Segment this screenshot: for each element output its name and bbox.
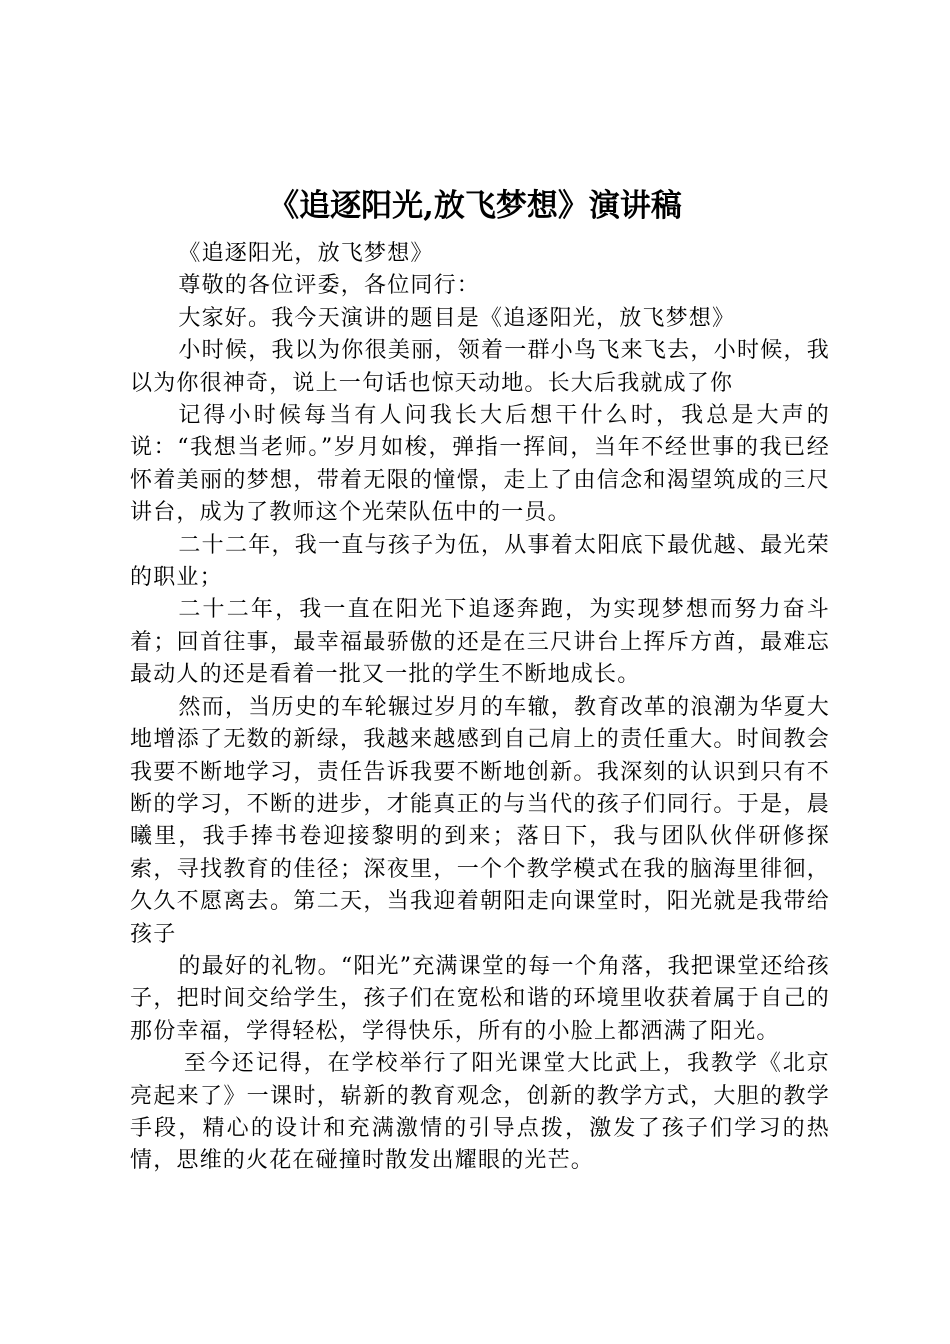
document-title: 《追逐阳光,放飞梦想》演讲稿 [268,188,682,224]
paragraph-twenty-two-years-1: 二十二年，我一直与孩子为伍，从事着太阳底下最优越、最光荣的职业； [130,532,830,591]
paragraph-memory: 记得小时候每当有人问我长大后想干什么时，我总是大声的说：“我想当老师。”岁月如梭，弹指一挥间，当年不经世事的我已经怀着美丽的梦想，带着无限的憧憬，走上了由信念和渴望筑成的三尺讲台，成为了教师这个光荣队伍中的一员。 [130,403,830,526]
paragraph-subtitle: 《追逐阳光，放飞梦想》 [178,241,434,266]
document-body [130,238,830,1178]
paragraph-sunshine-gift: 的最好的礼物。“阳光”充满课堂的每一个角落，我把课堂还给孩子，把时间交给学生，孩子们在宽松和谐的环境里收获着属于自己的那份幸福，学得轻松，学得快乐，所有的小脸上都洒满了阳光。 [130,953,830,1044]
paragraph-reform: 然而，当历史的车轮辗过岁月的车辙，教育改革的浪潮为华夏大地增添了无数的新绿，我越来越感到自己肩上的责任重大。时间教会我要不断地学习，责任告诉我要不断地创新。我深刻的认识到只有不断的学习，不断的进步，才能真正的与当代的孩子们同行。于是，晨曦里，我手捧书卷迎接黎明的到来；落日下，我与团队伙伴研修探索，寻找教育的佳径；深夜里，一个个教学模式在我的脑海里徘徊，久久不愿离去。第二天，当我迎着朝阳走向课堂时，阳光就是我带给孩子 [130,694,830,947]
paragraph-greeting: 大家好。我今天演讲的题目是《追逐阳光，放飞梦想》 [178,305,736,331]
paragraph-childhood: 小时候，我以为你很美丽，领着一群小鸟飞来飞去，小时候，我以为你很神奇，说上一句话也惊天动地。长大后我就成了你 [130,338,830,396]
paragraph-salutation: 尊敬的各位评委，各位同行： [178,273,480,299]
paragraph-twenty-two-years-2: 二十二年，我一直在阳光下追逐奔跑，为实现梦想而努力奋斗着；回首往事，最幸福最骄傲的还是在三尺讲台上挥斥方酋，最难忘最动人的还是看着一批又一批的学生不断地成长。 [130,597,830,688]
paragraph-competition: 至今还记得，在学校举行了阳光课堂大比武上，我教学《北京亮起来了》一课时，崭新的教育观念，创新的教学方式，大胆的教学手段，精心的设计和充满激情的引导点拨，激发了孩子们学习的热情，思维的火花在碰撞时散发出耀眼的光芒。 [130,1051,830,1174]
